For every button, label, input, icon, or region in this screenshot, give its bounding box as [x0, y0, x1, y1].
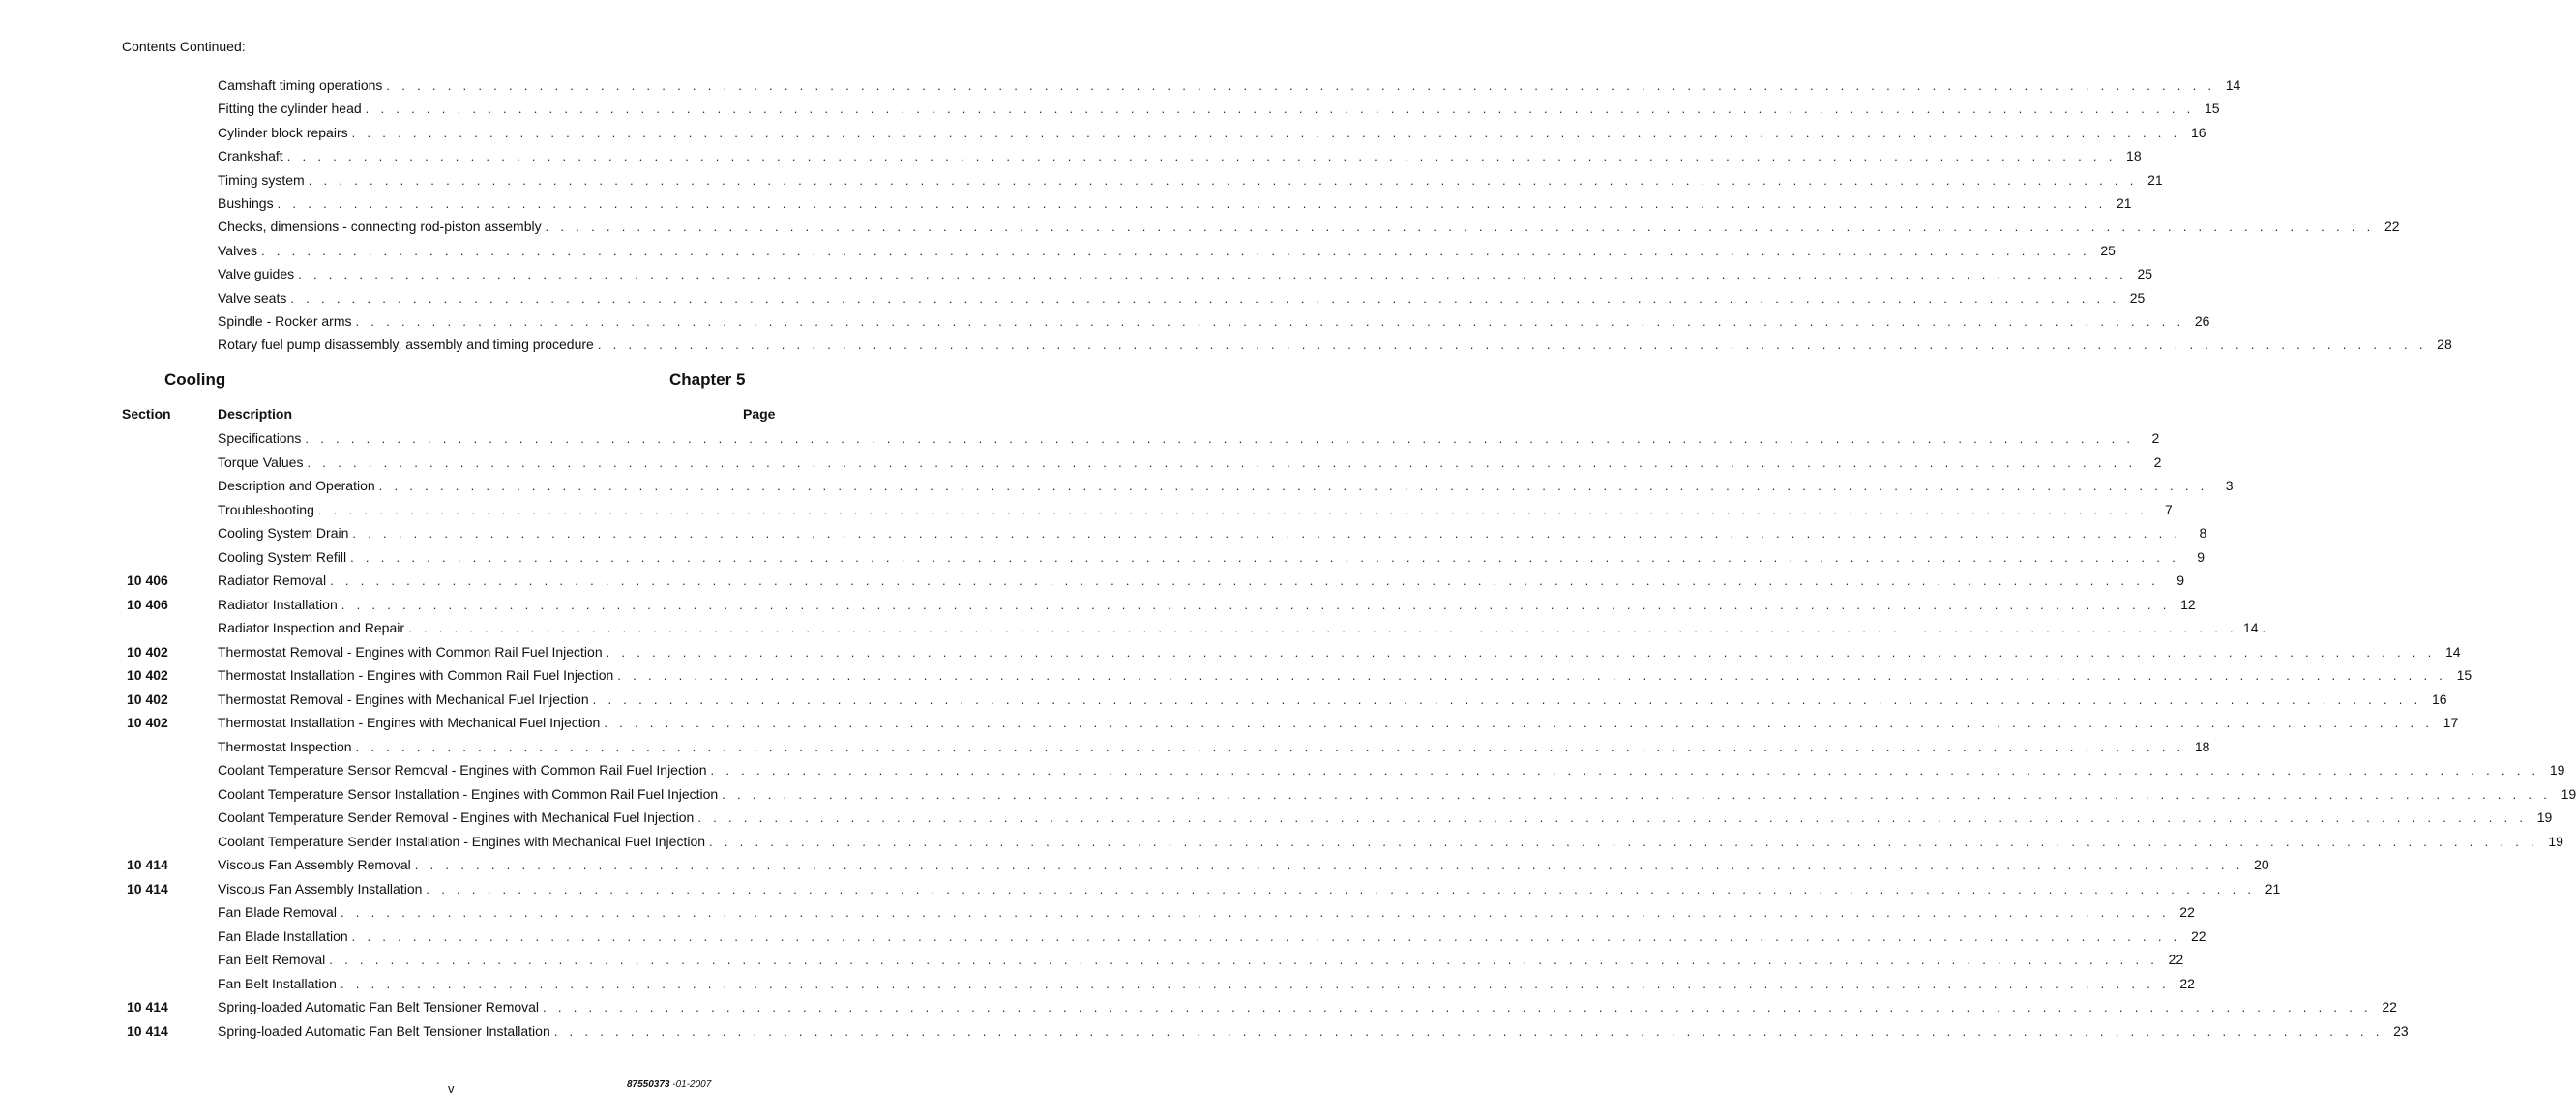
toc-row	[0, 241, 2116, 260]
toc-entry-page: 3	[2225, 478, 2234, 493]
toc-entry[interactable]	[218, 453, 2162, 473]
toc-entry-page: 2	[2153, 454, 2162, 470]
toc-row	[122, 595, 2196, 614]
toc-row	[122, 690, 2447, 709]
dot-leader: . . . . . . . . . . . . . . . . . . . . . . . . . . . . . . . . . . . . . . . . . . . . . . . . . . . . . . . . . . . . . . . . . . . . . . . . . . . . . . . . . . . . . . . . . . . . . . . . . . . . . . . . . . . . . . . . . . . . . . . .	[307, 455, 2137, 470]
toc-entry-page: 25	[2100, 242, 2116, 258]
dot-leader: . . . . . . . . . . . . . . . . . . . . . . . . . . . . . . . . . . . . . . . . . . . . . . . . . . . . . . . . . . . . . . . . . . . . . . . . . . . . . . . . . . . . . . . . . . . . . . . . . . . . . . . . . . . . . . . . . . . . . . . .	[710, 763, 2540, 778]
toc-entry[interactable]	[218, 476, 2234, 496]
toc-entry[interactable]	[218, 760, 2565, 780]
toc-entry-title: Cooling System Drain	[218, 525, 349, 541]
toc-row	[122, 926, 2206, 946]
toc-row	[122, 713, 2459, 732]
toc-entry-title: Radiator Inspection and Repair	[218, 620, 405, 635]
section-column-header: Section	[122, 406, 171, 422]
dot-leader: . . . . . . . . . . . . . . . . . . . . . . . . . . . . . . . . . . . . . . . . . . . . . . . . . . . . . . . . . . . . . . . . . . . . . . . . . . . . . . . . . . . . . . . . . . . . . . . . . . . . . . . . . . . . . . . . . . . . . . . .	[277, 196, 2107, 211]
toc-entry[interactable]	[218, 264, 2153, 284]
toc-entry[interactable]	[218, 595, 2196, 615]
toc-row	[122, 950, 2184, 969]
chapter-title: Cooling	[164, 370, 226, 389]
toc-entry[interactable]	[218, 855, 2269, 875]
toc-entry-title: Crankshaft	[218, 148, 283, 164]
toc-entry-page: 15	[2204, 101, 2220, 117]
dot-leader: . . . . . . . . . . . . . . . . . . . . . . . . . . . . . . . . . . . . . . . . . . . . . . . . . . . . . . . . . . . . . . . . . . . . . . . . . . . . . . . . . . . . . . . . . . . . . . . . . . . . . . . . . . . . . . . . . . . . . . . .	[355, 314, 2185, 329]
toc-entry-title: Coolant Temperature Sender Installation - Engines with Mechanical Fuel Injection	[218, 833, 706, 849]
toc-entry-page: 9	[2176, 573, 2184, 588]
toc-row	[0, 123, 2206, 142]
toc-entry-title: Viscous Fan Assembly Installation	[218, 880, 423, 897]
toc-section-code: 10 414	[127, 880, 168, 897]
toc-entry-page: 2	[2151, 430, 2160, 446]
toc-entry[interactable]	[218, 571, 2184, 591]
toc-entry-page: 12	[2180, 596, 2196, 612]
toc-entry[interactable]	[218, 784, 2576, 805]
toc-entry-title: Thermostat Removal - Engines with Mechanical Fuel Injection	[218, 691, 589, 707]
toc-entry-page: 18	[2194, 738, 2210, 754]
dot-leader: . . . . . . . . . . . . . . . . . . . . . . . . . . . . . . . . . . . . . . . . . . . . . . . . . . . . . . . . . . . . . . . . . . . . . . . . . . . . . . . . . . . . . . . . . . . . . . . . . . . . . . . . . . . . . . . . . . . . . . . .	[604, 716, 2434, 730]
toc-entry[interactable]	[218, 523, 2207, 544]
chapter-number: Chapter 5	[669, 370, 746, 389]
toc-entry-title: Torque Values	[218, 454, 304, 470]
toc-entry-title: Thermostat Installation - Engines with Mechanical Fuel Injection	[218, 715, 601, 730]
toc-entry-title: Radiator Removal	[218, 573, 327, 588]
dot-leader: . . . . . . . . . . . . . . . . . . . . . . . . . . . . . . . . . . . . . . . . . . . . . . . . . . . . . . . . . . . . . . . . . . . . . . . . . . . . . . . . . . . . . . . . . . . . . . . . . . . . . . . . . . . . . . . . . . . . . . . .	[329, 953, 2159, 967]
dot-leader: . . . . . . . . . . . . . . . . . . . . . . . . . . . . . . . . . . . . . . . . . . . . . . . . . . . . . . . . . . . . . . . . . . . . . . . . . . . . . . . . . . . . . . . . . . . . . . . . . . . . . . . . . . . . . . . . . . . . . . . .	[355, 739, 2185, 754]
toc-row	[0, 99, 2220, 118]
toc-entry[interactable]	[218, 879, 2281, 899]
dot-leader: . . . . . . . . . . . . . . . . . . . . . . . . . . . . . . . . . . . . . . . . . . . . . . . . . . . . . . . . . . . . . . . . . . . . . . . . . . . . . . . . . . . . . . . . . . . . . . . . . . . . . . . . . . . . . . . . . . . . . . . .	[709, 834, 2538, 849]
toc-entry[interactable]	[218, 737, 2210, 757]
toc-entry[interactable]	[218, 146, 2142, 166]
toc-row	[0, 75, 2241, 95]
dot-leader: . . . . . . . . . . . . . . . . . . . . . . . . . . . . . . . . . . . . . . . . . . . . . . . . . . . . . . . . . . . . . . . . . . . . . . . . . . . . . . . . . . . . . . . . . . . . . . . . . . . . . . . . . . . . . . . . . . . . . . . .	[592, 691, 2422, 707]
toc-entry[interactable]	[218, 193, 2132, 214]
toc-entry-title: Cooling System Refill	[218, 548, 347, 565]
dot-leader: . . . . . . . . . . . . . . . . . . . . . . . . . . . . . . . . . . . . . . . . . . . . . . . . . . . . . . . . . . . . . . . . . . . . . . . . . . . . . . . . . . . . . . . . . . . . . . . . . . . . . . . . . . . . . . . . . . . . . . . .	[553, 1023, 2384, 1039]
toc-entry-title: Coolant Temperature Sensor Installation - Engines with Common Rail Fuel Injection	[218, 785, 719, 802]
toc-entry-title: Spring-loaded Automatic Fan Belt Tensioner Removal	[218, 999, 540, 1014]
toc-row	[122, 618, 2266, 637]
toc-section-code: 10 406	[127, 573, 168, 588]
toc-row	[122, 760, 2565, 779]
dot-leader: . . . . . . . . . . . . . . . . . . . . . . . . . . . . . . . . . . . . . . . . . . . . . . . . . . . . . . . . . . . . . . . . . . . . . . . . . . . . . . . . . . . . . . . . . . . . . . . . . . . . . . . . . . . . . . . . . . . . . . . .	[350, 549, 2179, 565]
toc-entry-page: 14 .	[2242, 620, 2266, 635]
toc-section-code: 10 414	[127, 1022, 168, 1039]
toc-row	[122, 1021, 2409, 1041]
toc-entry[interactable]	[218, 950, 2184, 970]
toc-entry-page: 22	[2168, 952, 2184, 967]
toc-entry-title: Thermostat Installation - Engines with Common Rail Fuel Injection	[218, 667, 614, 683]
dot-leader: . . . . . . . . . . . . . . . . . . . . . . . . . . . . . . . . . . . . . . . . . . . . . . . . . . . . . . . . . . . . . . . . . . . . . . . . . . . . . . . . . . . . . . . . . . . . . . . . . . . . . . . . . . . . . . . . . . . . . . . .	[330, 573, 2159, 588]
toc-entry-title: Fan Blade Removal	[218, 904, 337, 920]
dot-leader: . . . . . . . . . . . . . . . . . . . . . . . . . . . . . . . . . . . . . . . . . . . . . . . . . . . . . . . . . . . . . . . . . . . . . . . . . . . . . . . . . . . . . . . . . . . . . . . . . . . . . . . . . . . . . . . . . . . . . . . .	[414, 858, 2244, 872]
toc-entry-page: 22	[2179, 975, 2195, 991]
toc-entry[interactable]	[218, 902, 2195, 923]
toc-entry-page: 28	[2437, 337, 2452, 353]
toc-row	[122, 571, 2184, 590]
toc-row	[122, 428, 2160, 448]
dot-leader: . . . . . . . . . . . . . . . . . . . . . . . . . . . . . . . . . . . . . . . . . . . . . . . . . . . . . . . . . . . . . . . . . . . . . . . . . . . . . . . . . . . . . . . . . . . . . . . . . . . . . . . . . . . . . . . . . . . . . . . .	[597, 338, 2427, 353]
toc-entry-title: Radiator Installation	[218, 596, 338, 612]
toc-entry-title: Coolant Temperature Sender Removal - Engines with Mechanical Fuel Injection	[218, 809, 695, 825]
toc-entry-title: Specifications	[218, 430, 302, 446]
toc-entry-title: Viscous Fan Assembly Removal	[218, 857, 411, 872]
toc-section-code: 10 402	[127, 667, 168, 683]
dot-leader: . . . . . . . . . . . . . . . . . . . . . . . . . . . . . . . . . . . . . . . . . . . . . . . . . . . . . . . . . . . . . . . . . . . . . . . . . . . . . . . . . . . . . . . . . . . . . . . . . . . . . . . . . . . . . . . . . . . . . . . .	[378, 479, 2208, 493]
toc-entry-page: 19	[2548, 833, 2563, 849]
toc-entry-page: 19	[2549, 762, 2565, 778]
dot-leader: . . . . . . . . . . . . . . . . . . . . . . . . . . . . . . . . . . . . . . . . . . . . . . . . . . . . . . . . . . . . . . . . . . . . . . . . . . . . . . . . . . . . . . . . . . . . . . . . . . . . . . . . . . . . . . . . . . . . . . . .	[341, 597, 2171, 612]
dot-leader: . . . . . . . . . . . . . . . . . . . . . . . . . . . . . . . . . . . . . . . . . . . . . . . . . . . . . . . . . . . . . . . . . . . . . . . . . . . . . . . . . . . . . . . . . . . . . . . . . . . . . . . . . . . . . . . . . . . . . . . .	[308, 172, 2138, 188]
toc-entry-page: 8	[2199, 525, 2207, 541]
dot-leader: . . . . . . . . . . . . . . . . . . . . . . . . . . . . . . . . . . . . . . . . . . . . . . . . . . . . . . . . . . . . . . . . . . . . . . . . . . . . . . . . . . . . . . . . . . . . . . . . . . . . . . . . . . . . . . . . . . . . . . . .	[286, 149, 2117, 164]
toc-row	[122, 974, 2195, 993]
toc-row	[122, 476, 2234, 495]
toc-entry-title: Rotary fuel pump disassembly, assembly and timing procedure	[218, 337, 594, 353]
dot-leader: . . . . . . . . . . . . . . . . . . . . . . . . . . . . . . . . . . . . . . . . . . . . . . . . . . . . . . . . . . . . . . . . . . . . . . . . . . . . . . . . . . . . . . . . . . . . . . . . . . . . . . . . . . . . . . . . . . . . . . . .	[606, 644, 2436, 660]
toc-entry-title: Camshaft timing operations	[218, 77, 383, 93]
toc-row	[122, 642, 2461, 661]
toc-entry[interactable]	[218, 75, 2241, 96]
toc-entry-page: 25	[2129, 289, 2146, 306]
toc-entry[interactable]	[218, 241, 2116, 261]
toc-entry-page: 21	[2265, 880, 2281, 897]
toc-row	[122, 879, 2281, 898]
toc-row	[0, 193, 2132, 213]
document-number	[627, 1079, 711, 1090]
toc-entry-page: 17	[2443, 715, 2459, 730]
dot-leader: . . . . . . . . . . . . . . . . . . . . . . . . . . . . . . . . . . . . . . . . . . . . . . . . . . . . . . . . . . . . . . . . . . . . . . . . . . . . . . . . . . . . . . . . . . . . . . . . . . . . . . . . . . . . . . . . . . . . . . . .	[340, 905, 2170, 920]
toc-entry-page: 14	[2444, 643, 2461, 660]
toc-entry[interactable]	[218, 642, 2461, 662]
toc-entry-title: Valve guides	[218, 266, 295, 282]
toc-entry[interactable]	[218, 288, 2146, 309]
dot-leader: . . . . . . . . . . . . . . . . . . . . . . . . . . . . . . . . . . . . . . . . . . . . . . . . . . . . . . . . . . . . . . . . . . . . . . . . . . . . . . . . . . . . . . . . . . . . . . . . . . . . . . . . . . . . . . . . . . . . . . . .	[290, 290, 2120, 306]
toc-row	[122, 855, 2269, 874]
toc-row	[122, 547, 2205, 567]
toc-entry-page: 23	[2393, 1022, 2409, 1039]
description-column-header: Description	[218, 406, 293, 422]
toc-section-code: 10 402	[127, 643, 168, 660]
dot-leader: . . . . . . . . . . . . . . . . . . . . . . . . . . . . . . . . . . . . . . . . . . . . . . . . . . . . . . . . . . . . . . . . . . . . . . . . . . . . . . . . . . . . . . . . . . . . . . . . . . . . . . . . . . . . . . . . . . . . . . . .	[386, 78, 2216, 93]
toc-entry-title: Spindle - Rocker arms	[218, 313, 352, 329]
dot-leader: . . . . . . . . . . . . . . . . . . . . . . . . . . . . . . . . . . . . . . . . . . . . . . . . . . . . . . . . . . . . . . . . . . . . . . . . . . . . . . . . . . . . . . . . . . . . . . . . . . . . . . . . . . . . . . . . . . . . . . . .	[426, 881, 2256, 897]
toc-entry[interactable]	[218, 832, 2563, 852]
contents-continued-heading: Contents Continued:	[122, 39, 246, 54]
toc-entry[interactable]	[218, 618, 2266, 638]
toc-entry[interactable]	[218, 335, 2452, 355]
doc-date: -01-2007	[669, 1079, 712, 1090]
toc-entry[interactable]	[218, 500, 2173, 520]
toc-entry-page: 9	[2197, 548, 2205, 565]
toc-row	[0, 288, 2146, 308]
toc-entry[interactable]	[218, 217, 2400, 237]
toc-entry-page: 18	[2126, 148, 2142, 164]
toc-entry-title: Fan Blade Installation	[218, 927, 348, 944]
toc-entry-title: Bushings	[218, 195, 274, 211]
toc-entry-title: Checks, dimensions - connecting rod-piston assembly	[218, 219, 542, 235]
page-column-header: Page	[743, 406, 776, 422]
toc-entry[interactable]	[218, 665, 2472, 686]
dot-leader: . . . . . . . . . . . . . . . . . . . . . . . . . . . . . . . . . . . . . . . . . . . . . . . . . . . . . . . . . . . . . . . . . . . . . . . . . . . . . . . . . . . . . . . . . . . . . . . . . . . . . . . . . . . . . . . . . . . . . . . .	[317, 502, 2147, 517]
toc-entry[interactable]	[218, 1021, 2409, 1042]
toc-entry-page: 16	[2431, 691, 2447, 707]
toc-entry[interactable]	[218, 428, 2160, 449]
dot-leader: . . . . . . . . . . . . . . . . . . . . . . . . . . . . . . . . . . . . . . . . . . . . . . . . . . . . . . . . . . . . . . . . . . . . . . . . . . . . . . . . . . . . . . . . . . . . . . . . . . . . . . . . . . . . . . . . . . . . . . . .	[298, 267, 2128, 282]
toc-entry-page: 22	[2384, 219, 2400, 235]
toc-entry[interactable]	[218, 808, 2553, 828]
toc-row	[0, 264, 2153, 283]
toc-entry-page: 7	[2165, 501, 2173, 517]
toc-entry-page: 15	[2456, 667, 2472, 683]
toc-row	[0, 311, 2210, 331]
dot-leader: . . . . . . . . . . . . . . . . . . . . . . . . . . . . . . . . . . . . . . . . . . . . . . . . . . . . . . . . . . . . . . . . . . . . . . . . . . . . . . . . . . . . . . . . . . . . . . . . . . . . . . . . . . . . . . . . . . . . . . . .	[340, 976, 2170, 991]
toc-entry[interactable]	[218, 547, 2205, 568]
toc-section-code: 10 402	[127, 715, 168, 730]
toc-entry-title: Thermostat Inspection	[218, 738, 352, 754]
dot-leader: . . . . . . . . . . . . . . . . . . . . . . . . . . . . . . . . . . . . . . . . . . . . . . . . . . . . . . . . . . . . . . . . . . . . . . . . . . . . . . . . . . . . . . . . . . . . . . . . . . . . . . . . . . . . . . . . . . . . . . . .	[545, 220, 2375, 235]
toc-row	[0, 217, 2400, 236]
toc-row	[122, 832, 2563, 851]
toc-row	[122, 500, 2173, 519]
toc-entry[interactable]	[218, 311, 2210, 332]
dot-leader: . . . . . . . . . . . . . . . . . . . . . . . . . . . . . . . . . . . . . . . . . . . . . . . . . . . . . . . . . . . . . . . . . . . . . . . . . . . . . . . . . . . . . . . . . . . . . . . . . . . . . . . . . . . . . . . . . . . . . . . .	[351, 928, 2181, 944]
dot-leader: . . . . . . . . . . . . . . . . . . . . . . . . . . . . . . . . . . . . . . . . . . . . . . . . . . . . . . . . . . . . . . . . . . . . . . . . . . . . . . . . . . . . . . . . . . . . . . . . . . . . . . . . . . . . . . . . . . . . . . . .	[365, 102, 2195, 117]
toc-section-code: 10 414	[127, 999, 168, 1014]
toc-entry-title: Fan Belt Removal	[218, 952, 326, 967]
dot-leader: . . . . . . . . . . . . . . . . . . . . . . . . . . . . . . . . . . . . . . . . . . . . . . . . . . . . . . . . . . . . . . . . . . . . . . . . . . . . . . . . . . . . . . . . . . . . . . . . . . . . . . . . . . . . . . . . . . . . . . . .	[305, 431, 2135, 446]
toc-entry-title: Cylinder block repairs	[218, 124, 348, 140]
dot-leader: . . . . . . . . . . . . . . . . . . . . . . . . . . . . . . . . . . . . . . . . . . . . . . . . . . . . . . . . . . . . . . . . . . . . . . . . . . . . . . . . . . . . . . . . . . . . . . . . . . . . . . . . . . . . . . . . . . . . . . . .	[260, 243, 2090, 258]
toc-row	[0, 146, 2142, 165]
toc-entry-page: 22	[2179, 904, 2195, 920]
toc-section-code: 10 414	[127, 857, 168, 872]
toc-entry-title: Fan Belt Installation	[218, 975, 337, 991]
toc-entry-page: 14	[2225, 77, 2241, 93]
toc-row	[122, 523, 2207, 543]
toc-entry-page: 25	[2137, 266, 2153, 282]
toc-entry-title: Description and Operation	[218, 478, 375, 493]
toc-entry[interactable]	[218, 123, 2206, 143]
toc-entry-title: Valve seats	[218, 289, 287, 306]
toc-entry-title: Spring-loaded Automatic Fan Belt Tensioner Installation	[218, 1022, 550, 1039]
toc-entry[interactable]	[218, 99, 2220, 119]
toc-entry[interactable]	[218, 713, 2459, 733]
toc-section-code: 10 402	[127, 691, 168, 707]
toc-row	[0, 170, 2163, 190]
toc-entry-page: 21	[2147, 171, 2163, 188]
dot-leader: . . . . . . . . . . . . . . . . . . . . . . . . . . . . . . . . . . . . . . . . . . . . . . . . . . . . . . . . . . . . . . . . . . . . . . . . . . . . . . . . . . . . . . . . . . . . . . . . . . . . . . . . . . . . . . . . . . . . . . . .	[722, 786, 2552, 802]
toc-entry-page: 20	[2254, 857, 2269, 872]
toc-row	[122, 808, 2553, 827]
toc-entry-page: 22	[2382, 999, 2397, 1014]
dot-leader: . . . . . . . . . . . . . . . . . . . . . . . . . . . . . . . . . . . . . . . . . . . . . . . . . . . . . . . . . . . . . . . . . . . . . . . . . . . . . . . . . . . . . . . . . . . . . . . . . . . . . . . . . . . . . . . . . . . . . . . .	[697, 810, 2528, 825]
toc-entry[interactable]	[218, 690, 2447, 710]
toc-entry-title: Valves	[218, 242, 257, 258]
dot-leader: . . . . . . . . . . . . . . . . . . . . . . . . . . . . . . . . . . . . . . . . . . . . . . . . . . . . . . . . . . . . . . . . . . . . . . . . . . . . . . . . . . . . . . . . . . . . . . . . . . . . . . . . . . . . . . . . . . . . . . . .	[351, 125, 2181, 140]
toc-entry-title: Fitting the cylinder head	[218, 101, 362, 117]
toc-entry-page: 22	[2190, 927, 2206, 944]
toc-row	[122, 784, 2576, 804]
toc-entry-page: 19	[2536, 809, 2553, 825]
toc-row	[122, 997, 2397, 1016]
toc-entry-page: 19	[2561, 785, 2576, 802]
toc-entry-page: 16	[2190, 124, 2206, 140]
toc-entry[interactable]	[218, 974, 2195, 994]
toc-entry-page: 21	[2116, 195, 2132, 211]
toc-entry-title: Troubleshooting	[218, 501, 314, 517]
toc-row	[122, 737, 2210, 756]
dot-leader: . . . . . . . . . . . . . . . . . . . . . . . . . . . . . . . . . . . . . . . . . . . . . . . . . . . . . . . . . . . . . . . . . . . . . . . . . . . . . . . . . . . . . . . . . . . . . . . . . . . . . . . . . . . . . . . . . . . . . . . .	[543, 1000, 2372, 1014]
toc-entry[interactable]	[218, 997, 2397, 1017]
dot-leader: . . . . . . . . . . . . . . . . . . . . . . . . . . . . . . . . . . . . . . . . . . . . . . . . . . . . . . . . . . . . . . . . . . . . . . . . . . . . . . . . . . . . . . . . . . . . . . . . . . . . . . . . . . . . . . . . . . . . . . . .	[617, 668, 2447, 683]
toc-row	[0, 335, 2452, 354]
toc-entry-title: Thermostat Removal - Engines with Common Rail Fuel Injection	[218, 643, 603, 660]
doc-number: 87550373	[627, 1079, 670, 1090]
toc-row	[122, 902, 2195, 922]
page-number: v	[448, 1081, 455, 1096]
toc-row	[122, 665, 2472, 685]
toc-entry[interactable]	[218, 926, 2206, 947]
dot-leader: . . . . . . . . . . . . . . . . . . . . . . . . . . . . . . . . . . . . . . . . . . . . . . . . . . . . . . . . . . . . . . . . . . . . . . . . . . . . . . . . . . . . . . . . . . . . . . . . . . . . . . . . . . . . . . . . . . . . . . . .	[352, 526, 2182, 541]
toc-entry-page: 26	[2194, 313, 2210, 329]
toc-entry[interactable]	[218, 170, 2163, 191]
toc-row	[122, 453, 2162, 472]
toc-entry-title: Timing system	[218, 171, 305, 188]
dot-leader: . . . . . . . . . . . . . . . . . . . . . . . . . . . . . . . . . . . . . . . . . . . . . . . . . . . . . . . . . . . . . . . . . . . . . . . . . . . . . . . . . . . . . . . . . . . . . . . . . . . . . . . . . . . . . . . . . . . . . . . .	[408, 621, 2237, 635]
toc-section-code: 10 406	[127, 596, 168, 612]
toc-entry-title: Coolant Temperature Sensor Removal - Engines with Common Rail Fuel Injection	[218, 762, 707, 778]
